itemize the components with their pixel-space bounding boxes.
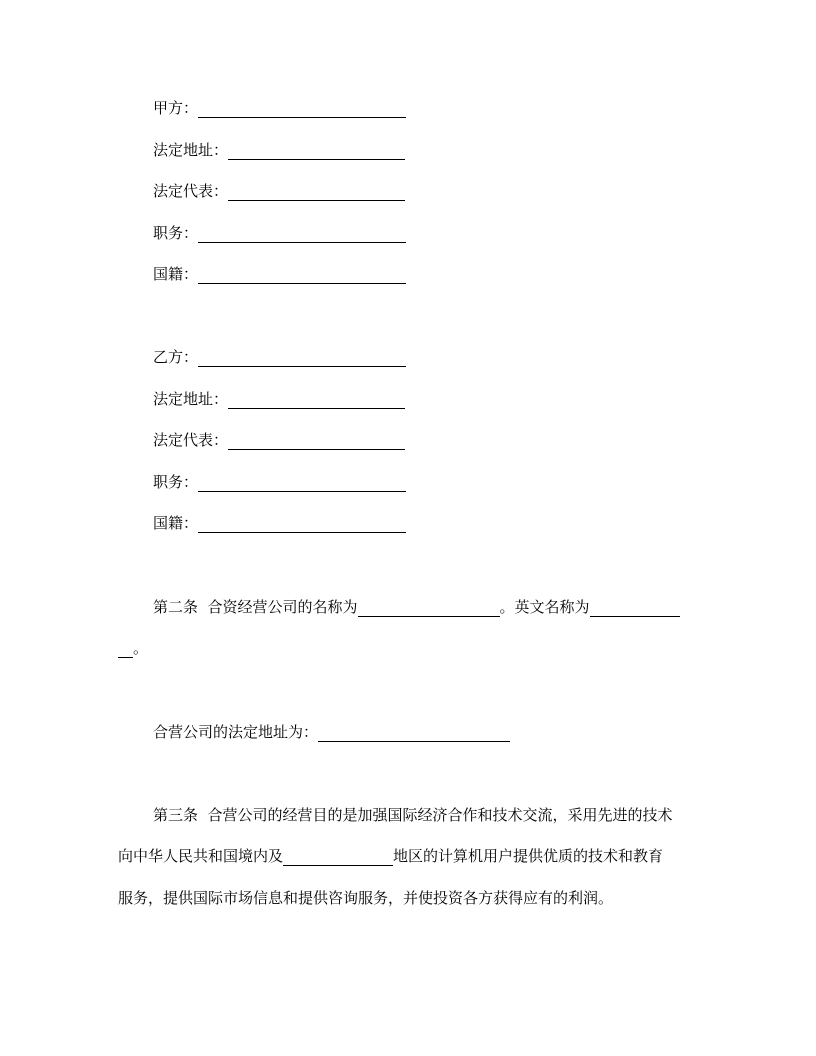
party-b-blank[interactable] [198,348,406,367]
party-b-rep-blank[interactable] [228,431,405,450]
party-b-position-blank[interactable] [198,473,406,492]
party-b-position-label: 职务： [153,473,199,491]
party-b-rep-label: 法定代表： [153,431,229,449]
party-a-rep-blank[interactable] [228,182,405,201]
article-3-text-3: 服务，提供国际市场信息和提供咨询服务，并使投资各方获得应有的利润。 [118,889,614,907]
party-a-nationality-label: 国籍： [153,265,199,283]
legal-address-blank[interactable] [318,723,510,742]
company-name-blank[interactable] [358,598,500,617]
article-3-text-2-prefix: 向中华人民共和国境内及 [118,847,284,865]
article-3-line-1 [153,805,673,825]
english-name-blank-continued[interactable] [118,639,133,658]
party-a-address-row [153,140,405,160]
article-2-middle: 。英文名称为 [499,598,590,616]
article-2-line-1 [153,597,680,617]
party-a-nationality-row [153,264,406,284]
party-b-position-row [153,472,406,492]
party-a-address-blank[interactable] [228,141,405,160]
party-a-address-label: 法定地址： [153,141,229,159]
party-a-position-label: 职务： [153,224,199,242]
article-2-line-2 [118,638,148,658]
party-a-row [153,98,406,118]
article-3-text-1: 第三条 合营公司的经营目的是加强国际经济合作和技术交流，采用先进的技术 [153,806,673,824]
party-a-position-row [153,223,406,243]
party-b-address-blank[interactable] [228,390,405,409]
party-a-nationality-blank[interactable] [198,265,406,284]
article-2-prefix: 第二条 合资经营公司的名称为 [153,598,358,616]
party-b-address-label: 法定地址： [153,390,229,408]
party-a-blank[interactable] [198,99,406,118]
article-3-line-2 [118,846,663,866]
party-a-rep-row [153,181,405,201]
english-name-blank[interactable] [590,598,680,617]
party-a-rep-label: 法定代表： [153,182,229,200]
party-b-nationality-label: 国籍： [153,514,199,532]
region-blank[interactable] [283,847,393,866]
article-3-text-2-suffix: 地区的计算机用户提供优质的技术和教育 [393,847,664,865]
party-a-label: 甲方： [153,99,199,117]
party-b-nationality-blank[interactable] [198,514,406,533]
legal-address-label: 合营公司的法定地址为： [153,723,319,741]
party-b-row [153,347,406,367]
party-b-address-row [153,389,405,409]
legal-address-row [153,722,510,742]
article-3-line-3 [118,888,613,908]
party-b-nationality-row [153,513,406,533]
party-a-position-blank[interactable] [198,224,406,243]
party-b-rep-row [153,430,405,450]
party-b-label: 乙方： [153,348,199,366]
article-2-end: 。 [133,639,149,657]
